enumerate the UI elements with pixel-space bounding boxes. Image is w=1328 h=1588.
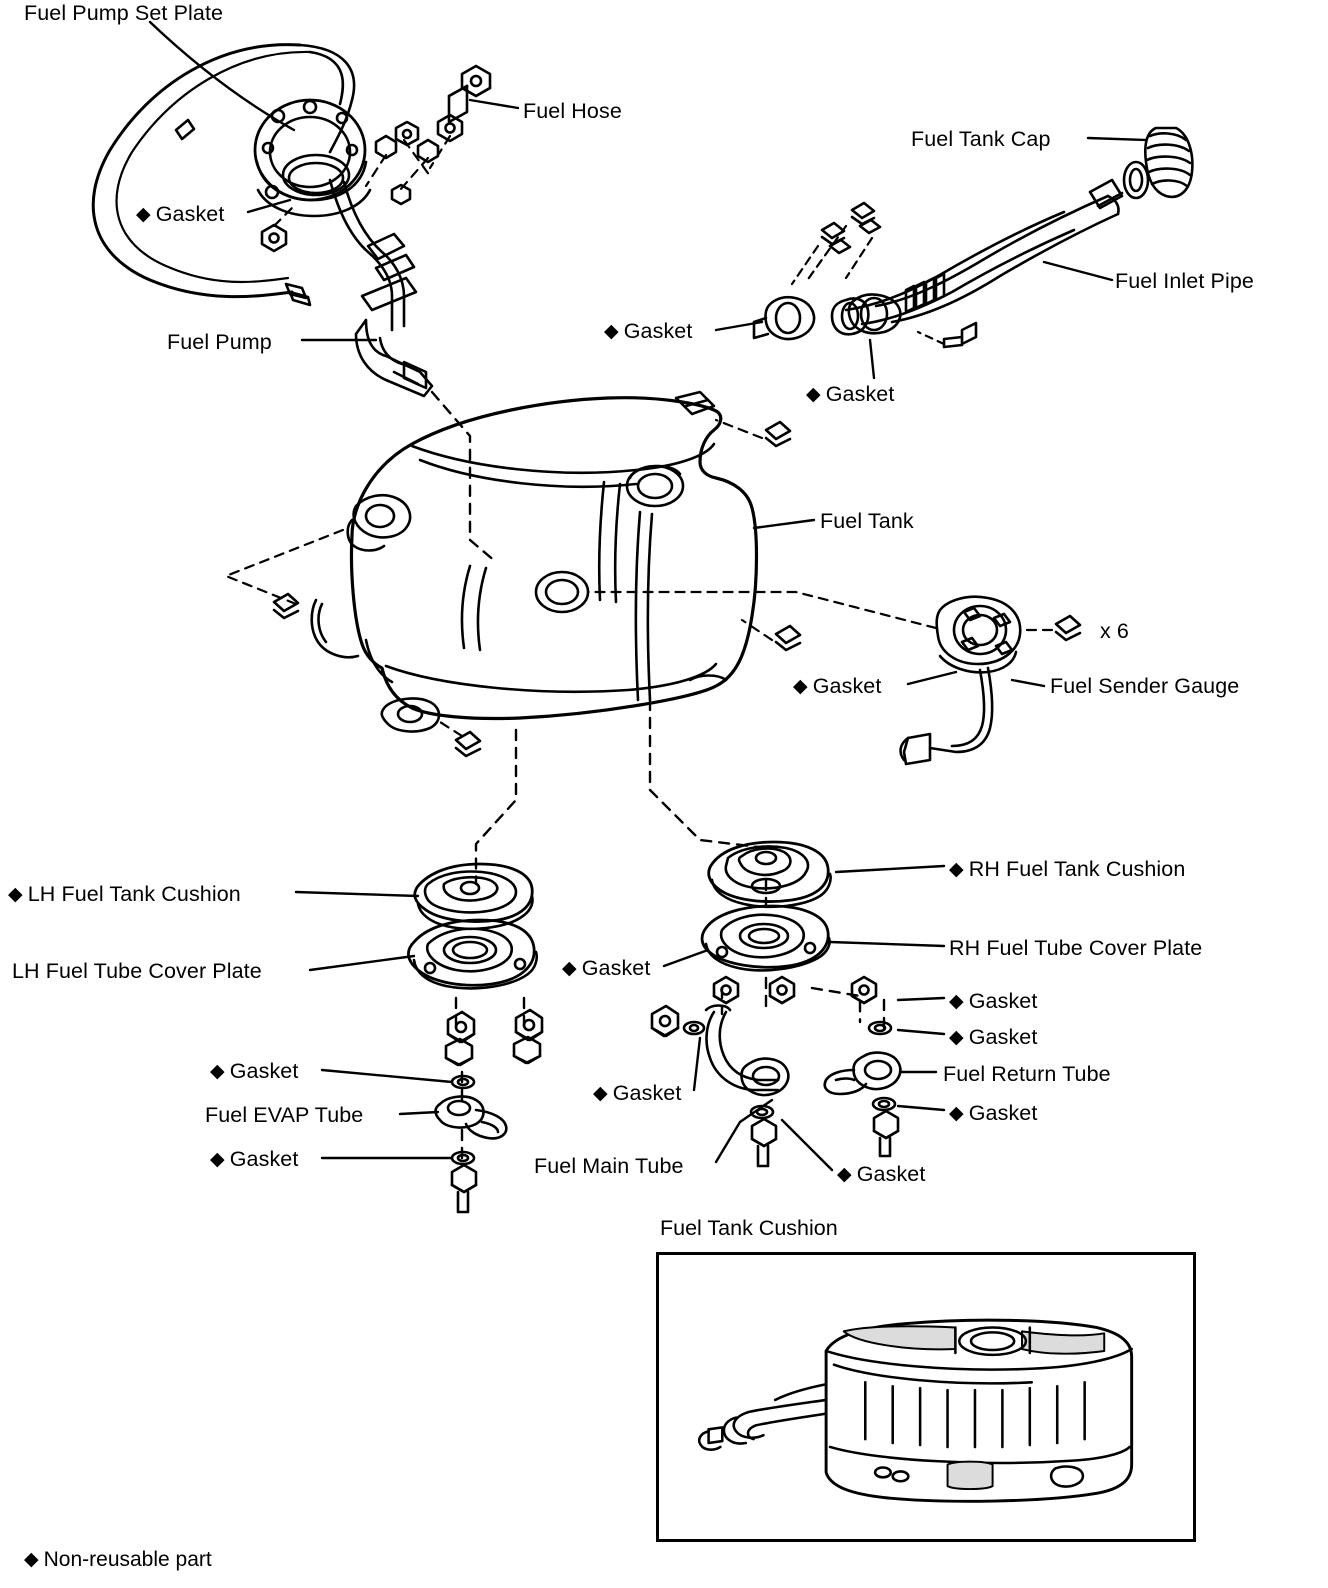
label-gasket-return-upper: ◆ Gasket (949, 989, 1038, 1013)
non-reusable-diamond-icon: ◆ (793, 676, 808, 697)
label-bolt-quantity: x 6 (1100, 619, 1129, 643)
non-reusable-diamond-icon: ◆ (806, 384, 821, 405)
non-reusable-diamond-icon: ◆ (949, 859, 964, 880)
non-reusable-diamond-icon: ◆ (949, 1103, 964, 1124)
label-gasket-return-lower: ◆ Gasket (949, 1025, 1038, 1049)
non-reusable-diamond-icon: ◆ (949, 991, 964, 1012)
label-fuel-evap-tube: Fuel EVAP Tube (205, 1103, 364, 1127)
label-fuel-return-tube: Fuel Return Tube (943, 1062, 1111, 1086)
label-lh-fuel-tube-cover-plate: LH Fuel Tube Cover Plate (12, 959, 262, 983)
label-fuel-main-tube: Fuel Main Tube (534, 1154, 684, 1178)
label-gasket-sender: ◆ Gasket (793, 674, 882, 698)
inset-artwork (659, 1255, 1193, 1539)
label-gasket-return-bottom: ◆ Gasket (949, 1101, 1038, 1125)
label-gasket-main-bottom: ◆ Gasket (837, 1162, 926, 1186)
label-fuel-tank-cap: Fuel Tank Cap (911, 127, 1051, 151)
non-reusable-diamond-icon: ◆ (210, 1061, 225, 1082)
label-gasket-inlet-upper: ◆ Gasket (604, 319, 693, 343)
label-fuel-pump: Fuel Pump (167, 330, 272, 354)
label-fuel-pump-set-plate: Fuel Pump Set Plate (24, 1, 224, 25)
non-reusable-diamond-icon: ◆ (210, 1149, 225, 1170)
label-fuel-sender-gauge: Fuel Sender Gauge (1050, 674, 1240, 698)
label-gasket-pump-plate: ◆ Gasket (136, 202, 225, 226)
label-gasket-inlet-lower: ◆ Gasket (806, 382, 895, 406)
non-reusable-diamond-icon: ◆ (562, 958, 577, 979)
non-reusable-diamond-icon: ◆ (949, 1027, 964, 1048)
label-fuel-inlet-pipe: Fuel Inlet Pipe (1115, 269, 1254, 293)
inset-title: Fuel Tank Cushion (660, 1216, 838, 1240)
footer-non-reusable-note: ◆ Non-reusable part (24, 1548, 212, 1571)
non-reusable-diamond-icon: ◆ (604, 321, 619, 342)
label-fuel-hose: Fuel Hose (523, 99, 622, 123)
label-gasket-main-tube-left: ◆ Gasket (593, 1081, 682, 1105)
non-reusable-diamond-icon: ◆ (837, 1164, 852, 1185)
non-reusable-diamond-icon: ◆ (8, 884, 23, 905)
label-lh-fuel-tank-cushion: ◆ LH Fuel Tank Cushion (8, 882, 241, 906)
fuel-tank-cushion-inset (656, 1252, 1196, 1542)
label-gasket-rh-cover: ◆ Gasket (562, 956, 651, 980)
non-reusable-diamond-icon: ◆ (593, 1083, 608, 1104)
label-rh-fuel-tube-cover-plate: RH Fuel Tube Cover Plate (949, 936, 1203, 960)
non-reusable-diamond-icon: ◆ (24, 1549, 39, 1570)
label-gasket-lh-lower: ◆ Gasket (210, 1059, 299, 1083)
non-reusable-diamond-icon: ◆ (136, 204, 151, 225)
label-fuel-tank: Fuel Tank (820, 509, 914, 533)
label-gasket-evap-lower: ◆ Gasket (210, 1147, 299, 1171)
label-rh-fuel-tank-cushion: ◆ RH Fuel Tank Cushion (949, 857, 1186, 881)
